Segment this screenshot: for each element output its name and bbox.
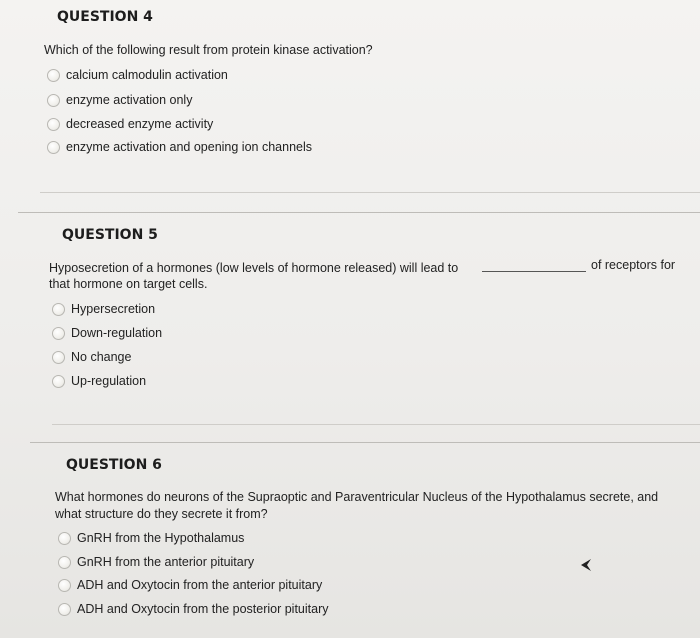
radio-button[interactable] (52, 303, 65, 316)
question-6-title: QUESTION 6 (66, 457, 162, 473)
section-divider (18, 212, 700, 213)
mouse-cursor-icon (580, 558, 592, 572)
radio-button[interactable] (47, 69, 60, 82)
option-label: decreased enzyme activity (66, 117, 214, 131)
option-label: enzyme activation and opening ion channels (66, 140, 313, 154)
option-label: No change (71, 350, 132, 364)
question-6-text-line-1: What hormones do neurons of the Supraoptic and Paraventricular Nucleus of the Hypothalamus secrete, and (55, 490, 659, 504)
question-5-option-3[interactable] (52, 350, 131, 364)
option-label: Hypersecretion (71, 302, 156, 316)
question-5-text-after-blank: of receptors for (591, 258, 676, 272)
radio-button[interactable] (58, 603, 71, 616)
radio-button[interactable] (58, 532, 71, 545)
radio-button[interactable] (58, 579, 71, 592)
question-6-text-line-2: what structure do they secrete it from? (55, 507, 268, 521)
question-4-option-4[interactable] (47, 140, 312, 154)
question-5-option-4[interactable] (52, 374, 146, 388)
option-label: ADH and Oxytocin from the anterior pituitary (77, 578, 323, 592)
option-label: GnRH from the Hypothalamus (77, 531, 245, 545)
question-5-option-2[interactable] (52, 326, 162, 340)
section-divider (52, 424, 700, 425)
option-label: ADH and Oxytocin from the posterior pituitary (77, 602, 329, 616)
question-5-title: QUESTION 5 (62, 227, 158, 243)
question-4-option-3[interactable] (47, 117, 213, 131)
section-divider (40, 192, 700, 193)
question-5-text-line-2: that hormone on target cells. (49, 277, 208, 291)
question-4-title: QUESTION 4 (57, 9, 153, 25)
radio-button[interactable] (58, 556, 71, 569)
section-divider (30, 442, 700, 443)
question-5-option-1[interactable] (52, 302, 155, 316)
radio-button[interactable] (47, 94, 60, 107)
question-4-option-1[interactable] (47, 68, 228, 82)
question-6-option-3[interactable] (58, 578, 322, 592)
radio-button[interactable] (52, 327, 65, 340)
option-label: Down-regulation (71, 326, 163, 340)
question-6-option-1[interactable] (58, 531, 244, 545)
radio-button[interactable] (52, 375, 65, 388)
question-4-text: Which of the following result from protein kinase activation? (44, 43, 373, 57)
option-label: Up-regulation (71, 374, 147, 388)
radio-button[interactable] (47, 118, 60, 131)
radio-button[interactable] (47, 141, 60, 154)
option-label: GnRH from the anterior pituitary (77, 555, 255, 569)
question-5-text-line-1: Hyposecretion of a hormones (low levels of hormone released) will lead to (49, 261, 459, 275)
option-label: enzyme activation only (66, 93, 193, 107)
question-6-option-4[interactable] (58, 602, 329, 616)
option-label: calcium calmodulin activation (66, 68, 228, 82)
question-4-option-2[interactable] (47, 93, 192, 107)
question-6-option-2[interactable] (58, 555, 254, 569)
fill-in-blank (482, 271, 586, 272)
radio-button[interactable] (52, 351, 65, 364)
